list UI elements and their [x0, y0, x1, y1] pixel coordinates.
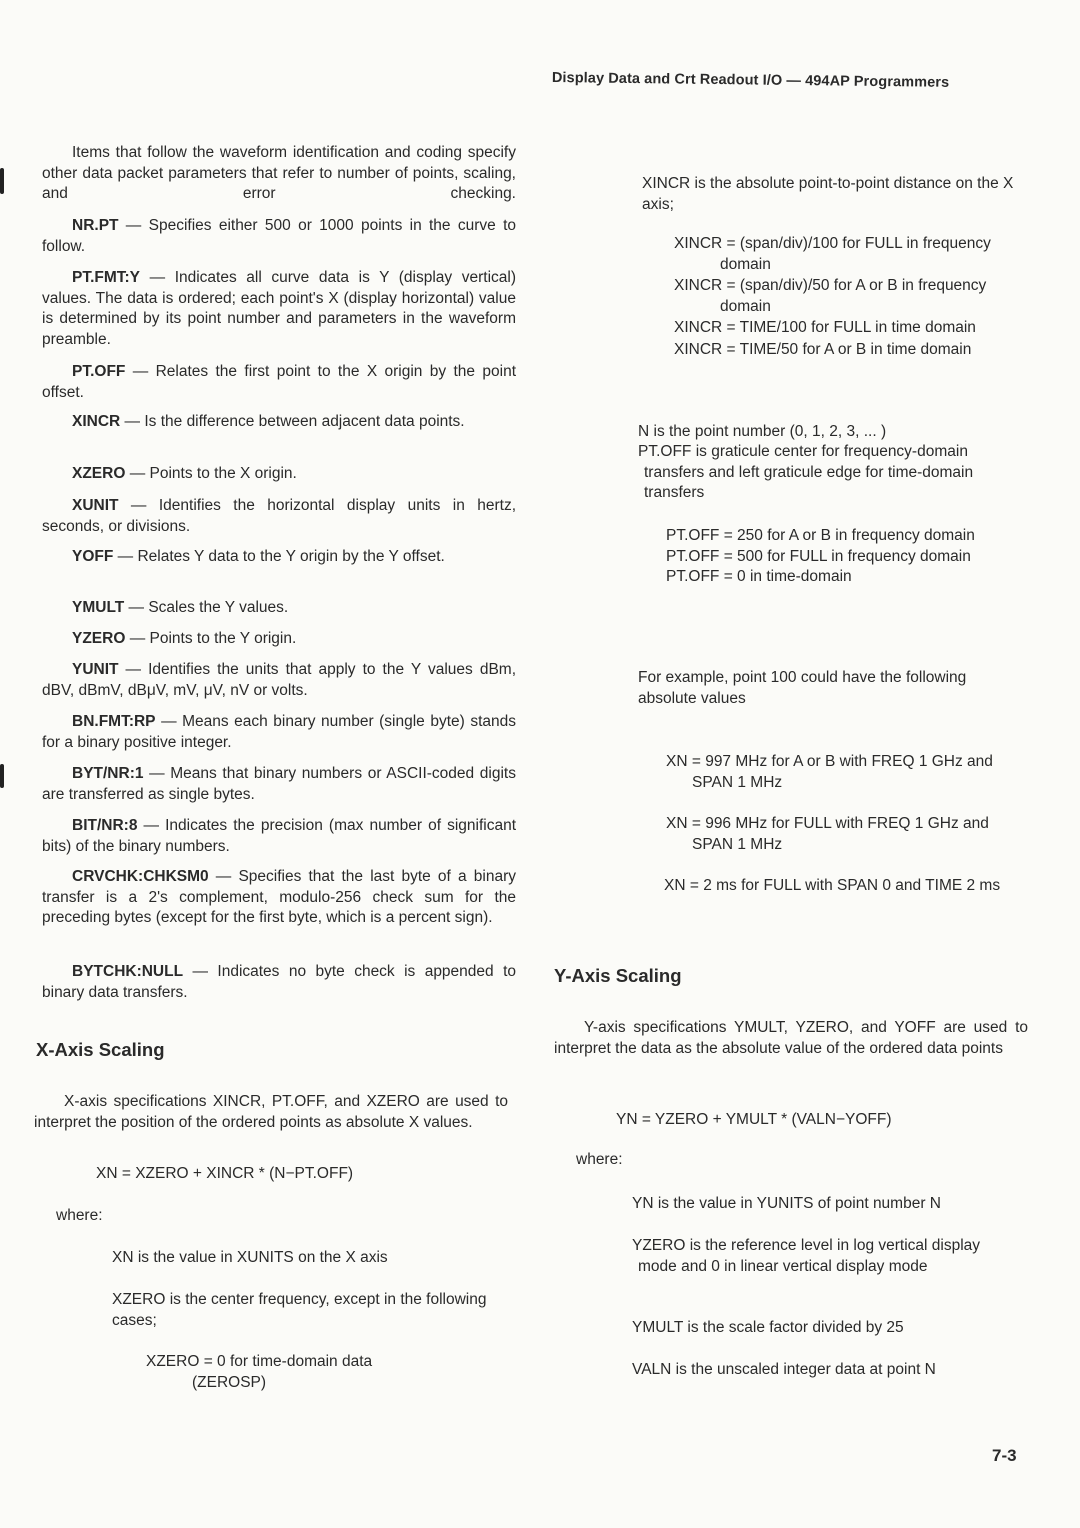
- binder-mark: [0, 168, 4, 194]
- intro-paragraph: Items that follow the waveform identification and coding specify other data packet parameters that refer to number of points, scaling, and error checking.: [42, 144, 516, 202]
- term: YOFF: [72, 548, 114, 565]
- item-xincr: XINCR — Is the difference between adjacent data points.: [72, 413, 465, 430]
- xincr-case: XINCR = TIME/50 for A or B in time domain: [674, 340, 972, 358]
- term: BYT/NR:1: [72, 765, 144, 782]
- item-crvchk: CRVCHK:CHKSM0 — Specifies that the last byte of a binary transfer is a 2's complement, modulo-256 check sum for the preceding bytes (except for the first byte, which is a percent sign).: [42, 868, 516, 926]
- yn-definition: YN is the value in YUNITS of point number N: [632, 1195, 941, 1212]
- term: PT.FMT:Y: [72, 269, 141, 286]
- xincr-case: XINCR = TIME/100 for FULL in time domain: [674, 319, 976, 336]
- ptoff-cases: [666, 526, 996, 588]
- x-axis-paragraph: X-axis specifications XINCR, PT.OFF, and XZERO are used to interpret the position of the ordered points as absolute X values.: [34, 1093, 508, 1131]
- xincr-cases: [674, 234, 994, 360]
- term: BN.FMT:RP: [72, 713, 156, 730]
- ptoff-definition: PT.OFF is graticule center for frequency-domain transfers and left graticule edge for time-domain transfers: [638, 443, 974, 501]
- x-axis-heading: X-Axis Scaling: [36, 1039, 165, 1060]
- item-pt-off: PT.OFF — Relates the first point to the X origin by the point offset.: [42, 363, 516, 401]
- ptoff-case: PT.OFF = 500 for FULL in frequency domain: [666, 547, 971, 565]
- term: YZERO: [72, 630, 126, 647]
- item-yzero: YZERO — Points to the Y origin.: [72, 630, 297, 647]
- item-xzero: XZERO — Points to the X origin.: [72, 465, 297, 482]
- where-label: where:: [576, 1151, 623, 1168]
- item-bit-nr: BIT/NR:8 — Indicates the precision (max number of significant bits) of the binary numbers.: [42, 817, 516, 855]
- item-ymult: YMULT — Scales the Y values.: [72, 599, 289, 616]
- running-header: Display Data and Crt Readout I/O — 494AP Programmers: [551, 69, 950, 91]
- item-yunit: YUNIT — Identifies the units that apply to the Y values dBm, dBV, dBmV, dBμV, mV, μV, nV or volts.: [42, 661, 516, 699]
- yzero-definition: YZERO is the reference level in log vertical display mode and 0 in linear vertical display mode: [632, 1237, 981, 1275]
- y-axis-heading: Y-Axis Scaling: [554, 965, 682, 986]
- item-yoff: YOFF — Relates Y data to the Y origin by the Y offset.: [72, 548, 445, 565]
- term: XUNIT: [72, 497, 119, 514]
- where-label: where:: [56, 1207, 103, 1224]
- term: NR.PT: [72, 217, 119, 234]
- xincr-case: XINCR = (span/div)/50 for A or B in frequency domain: [674, 277, 987, 315]
- term: PT.OFF: [72, 363, 126, 380]
- term: CRVCHK:CHKSM0: [72, 868, 209, 885]
- ptoff-case: PT.OFF = 0 in time-domain: [666, 568, 852, 585]
- xincr-case: XINCR = (span/div)/100 for FULL in frequency domain: [674, 235, 991, 273]
- n-definition: N is the point number (0, 1, 2, 3, ... ): [638, 423, 887, 440]
- example-value: XN = 996 MHz for FULL with FREQ 1 GHz and SPAN 1 MHz: [666, 815, 989, 853]
- page-number: 7-3: [992, 1446, 1017, 1465]
- item-bytchk: BYTCHK:NULL — Indicates no byte check is appended to binary data transfers.: [42, 963, 516, 1001]
- item-pt-fmt: PT.FMT:Y — Indicates all curve data is Y (display vertical) values. The data is ordered; each point's X (display horizontal) value is determined by its point number and parameters in the waveform preamble.: [42, 269, 516, 348]
- item-xunit: XUNIT — Identifies the horizontal display units in hertz, seconds, or divisions.: [42, 497, 516, 535]
- binder-mark: [0, 764, 4, 788]
- term: YUNIT: [72, 661, 119, 678]
- y-formula: YN = YZERO + YMULT * (VALN−YOFF): [616, 1111, 892, 1128]
- term: XINCR: [72, 413, 121, 430]
- item-nr-pt: NR.PT — Specifies either 500 or 1000 points in the curve to follow.: [42, 217, 516, 255]
- term: BYTCHK:NULL: [72, 963, 184, 980]
- example-value: XN = 2 ms for FULL with SPAN 0 and TIME 2 ms: [664, 877, 1001, 894]
- example-intro: For example, point 100 could have the following absolute values: [638, 669, 967, 707]
- y-axis-paragraph: Y-axis specifications YMULT, YZERO, and YOFF are used to interpret the data as the absolute value of the ordered data points: [554, 1019, 1028, 1057]
- term: BIT/NR:8: [72, 817, 138, 834]
- xincr-definition: XINCR is the absolute point-to-point distance on the X axis;: [642, 175, 1014, 213]
- term: YMULT: [72, 599, 125, 616]
- xzero-case: XZERO = 0 for time-domain data (ZEROSP): [146, 1353, 373, 1391]
- term: XZERO: [72, 465, 126, 482]
- ptoff-case: PT.OFF = 250 for A or B in frequency domain: [666, 527, 975, 544]
- ymult-definition: YMULT is the scale factor divided by 25: [632, 1319, 904, 1336]
- xzero-definition: XZERO is the center frequency, except in the following cases;: [112, 1291, 487, 1329]
- valn-definition: VALN is the unscaled integer data at point N: [632, 1361, 936, 1378]
- example-value: XN = 997 MHz for A or B with FREQ 1 GHz and SPAN 1 MHz: [666, 753, 993, 791]
- item-byt-nr: BYT/NR:1 — Means that binary numbers or ASCII-coded digits are transferred as single bytes.: [42, 765, 516, 803]
- item-bn-fmt: BN.FMT:RP — Means each binary number (single byte) stands for a binary positive integer.: [42, 713, 516, 751]
- xn-definition: XN is the value in XUNITS on the X axis: [112, 1249, 388, 1266]
- x-formula: XN = XZERO + XINCR * (N−PT.OFF): [96, 1165, 354, 1182]
